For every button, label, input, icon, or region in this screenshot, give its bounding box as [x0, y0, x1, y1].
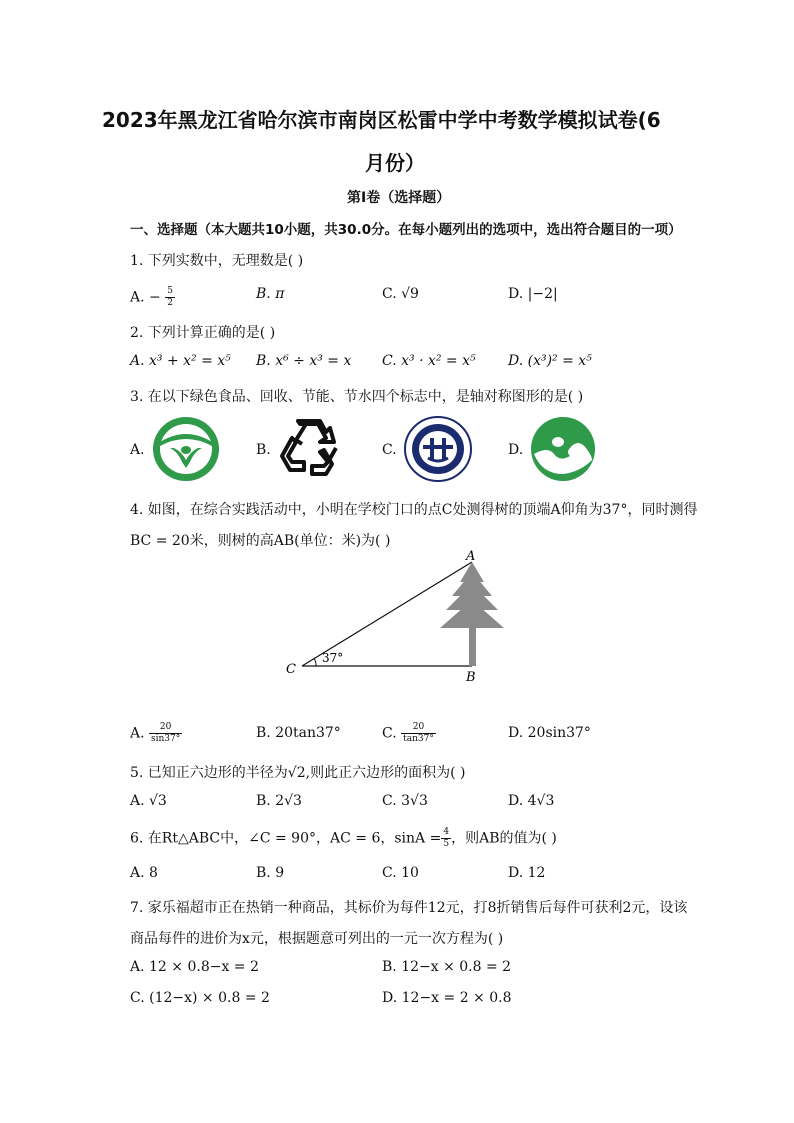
q7-option-c[interactable]: C. (12−x) × 0.8 = 2 — [130, 990, 270, 1006]
question-6-stem: 6. 在Rt△ABC中，∠C = 90°，AC = 6，sinA = $\frac{4}{5}$ ，则AB的值为( ) — [130, 827, 557, 849]
question-4-stem-line1: 4. 如图，在综合实践活动中，小明在学校门口的点C处测得树的顶端A仰角为37°，同时测得 — [130, 502, 698, 518]
label-point-c: C — [286, 662, 296, 677]
exam-title-line1: 2023年黑龙江省哈尔滨市南岗区松雷中学中考数学模拟试卷(6 — [102, 108, 661, 132]
part-title: 第I卷（选择题） — [347, 190, 451, 206]
q6-option-a[interactable]: A. 8 — [130, 865, 158, 881]
triangle-tree-figure — [280, 548, 520, 688]
q3-option-d-label[interactable]: D. — [508, 442, 524, 458]
question-3-stem: 3. 在以下绿色食品、回收、节能、节水四个标志中，是轴对称图形的是( ) — [130, 389, 584, 405]
tree-icon — [440, 562, 504, 666]
label-angle: 37° — [322, 651, 344, 665]
q4-option-d[interactable]: D. 20sin37° — [508, 725, 591, 741]
q1-option-d[interactable]: D. |−2| — [508, 286, 558, 302]
exam-title-line2: 月份） — [365, 151, 425, 175]
q1-option-c[interactable]: C. √9 — [382, 286, 419, 302]
question-7-stem-line1: 7. 家乐福超市正在热销一种商品，其标价为每件12元，打8折销售后每件可获利2元，设该 — [130, 900, 688, 916]
q7-option-d[interactable]: D. 12−x = 2 × 0.8 — [382, 990, 512, 1006]
q3-option-c-label[interactable]: C. — [382, 442, 397, 458]
q4-option-a[interactable]: A. $\frac{20}{\sin 37^\circ}$ — [130, 722, 181, 744]
q5-option-b[interactable]: B. 2√3 — [256, 793, 302, 809]
q5-option-a[interactable]: A. √3 — [130, 793, 167, 809]
section-heading: 一、选择题（本大题共10小题，共30.0分。在每小题列出的选项中，选出符合题目的一项） — [130, 222, 682, 238]
q2-option-a[interactable]: A. x³ + x² = x⁵ — [130, 353, 231, 369]
q7-option-b[interactable]: B. 12−x × 0.8 = 2 — [382, 959, 512, 975]
q7-option-a[interactable]: A. 12 × 0.8−x = 2 — [130, 959, 259, 975]
q5-option-d[interactable]: D. 4√3 — [508, 793, 555, 809]
q4a-fraction: $\frac{20}{\sin 37^\circ}$ — [151, 722, 181, 744]
question-7-stem-line2: 商品每件的进价为x元，根据题意可列出的一元一次方程为( ) — [130, 931, 504, 947]
label-point-b: B — [466, 670, 476, 685]
q1-option-a[interactable]: A. − $\frac{5}{2}$ — [130, 286, 173, 308]
question-4-stem-line2: BC = 20米，则树的高AB(单位：米)为( ) — [130, 533, 391, 549]
q6-option-b[interactable]: B. 9 — [256, 865, 285, 881]
q4-option-c[interactable]: C. $\frac{20}{\tan 37^\circ}$ — [382, 722, 434, 744]
energy-saving-logo-icon — [404, 416, 472, 482]
q5-option-c[interactable]: C. 3√3 — [382, 793, 428, 809]
q4-option-b[interactable]: B. 20tan37° — [256, 725, 341, 741]
q3-option-b-label[interactable]: B. — [256, 442, 271, 458]
q2-option-b[interactable]: B. x⁶ ÷ x³ = x — [256, 353, 352, 369]
question-2-stem: 2. 下列计算正确的是( ) — [130, 325, 276, 341]
q6-option-d[interactable]: D. 12 — [508, 865, 546, 881]
question-5-stem: 5. 已知正六边形的半径为√2,则此正六边形的面积为( ) — [130, 765, 466, 781]
q6-fraction: $\frac{4}{5}$ — [443, 827, 450, 849]
question-1-stem: 1. 下列实数中，无理数是( ) — [130, 253, 304, 269]
q4c-fraction: $\frac{20}{\tan 37^\circ}$ — [403, 722, 434, 744]
recycle-logo-icon — [278, 418, 342, 478]
water-saving-logo-icon — [530, 416, 596, 482]
q2-option-c[interactable]: C. x³ · x² = x⁵ — [382, 353, 476, 369]
q1-option-b[interactable]: B. π — [256, 286, 285, 302]
q6-option-c[interactable]: C. 10 — [382, 865, 419, 881]
q1-fraction: $\frac{5}{2}$ — [167, 286, 173, 308]
green-food-logo-icon — [152, 416, 220, 482]
q3-option-a-label[interactable]: A. — [130, 442, 145, 458]
q2-option-d[interactable]: D. (x³)² = x⁵ — [508, 353, 592, 369]
label-point-a: A — [466, 549, 476, 564]
